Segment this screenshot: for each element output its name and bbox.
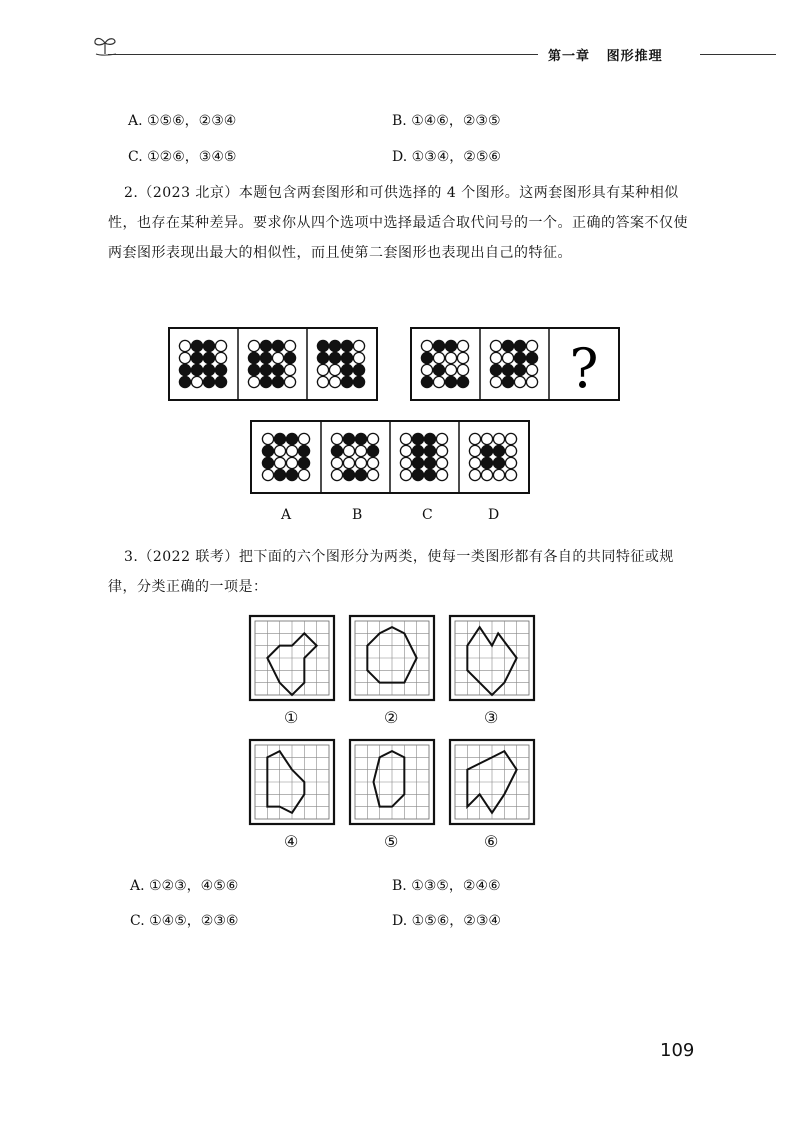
grid-dot: [433, 364, 444, 375]
grid-dot: [260, 340, 271, 351]
grid-dot: [203, 376, 214, 387]
grid-dot: [445, 340, 456, 351]
grid-dot: [329, 352, 340, 363]
grid-dot: [514, 352, 525, 363]
grid-dot: [412, 433, 423, 444]
grid-dot: [331, 445, 342, 456]
grid-dot: [272, 352, 283, 363]
grid-dot: [481, 457, 492, 468]
q2-figure-sets: [168, 327, 688, 401]
grid-dot: [341, 352, 352, 363]
grid-dot: [445, 376, 456, 387]
q2-label-c: C: [422, 507, 433, 523]
grid-dot: [215, 352, 226, 363]
grid-dot: [298, 445, 309, 456]
q1-option-b: B. ①④⑥，②③⑤: [392, 113, 501, 129]
grid-dot: [317, 340, 328, 351]
grid-dot: [317, 352, 328, 363]
figure-label-1: ①: [284, 708, 299, 727]
grid-dot: [284, 364, 295, 375]
section-label: 图形推理: [606, 49, 663, 64]
header-rule-left: [108, 54, 538, 55]
grid-dot: [493, 457, 504, 468]
grid-dot: [367, 445, 378, 456]
figure-1: [250, 616, 334, 700]
grid-dot: [179, 340, 190, 351]
figure-4: [250, 740, 334, 824]
grid-dot: [490, 352, 501, 363]
set2-grid-1: [421, 340, 468, 387]
grid-dot: [355, 445, 366, 456]
grid-dot: [274, 433, 285, 444]
grid-dot: [367, 457, 378, 468]
grid-dot: [481, 433, 492, 444]
grid-dot: [215, 364, 226, 375]
grid-dot: [514, 364, 525, 375]
grid-dot: [481, 445, 492, 456]
grid-dot: [191, 376, 202, 387]
grid-dot: [286, 469, 297, 480]
grid-dot: [424, 457, 435, 468]
option-c-grid: [400, 433, 447, 480]
q2-text: 2.（2023 北京）本题包含两套图形和可供选择的 4 个图形。这两套图形具有某种相似性，也存在某种差异。要求你从四个选项中选择最适合取代问号的一个。正确的答案不仅使两套图形表现出最大的相似性，而且使第二套图形也表现出自己的特征。: [108, 185, 688, 261]
grid-dot: [436, 469, 447, 480]
grid-dot: [331, 433, 342, 444]
grid-dot: [412, 445, 423, 456]
grid-dot: [514, 340, 525, 351]
grid-dot: [526, 340, 537, 351]
grid-dot: [179, 376, 190, 387]
grid-dot: [526, 352, 537, 363]
set1-grid-1: [179, 340, 226, 387]
q3-question-text: [108, 542, 694, 602]
q3-option-a: A. ①②③，④⑤⑥: [130, 878, 239, 894]
grid-dot: [490, 364, 501, 375]
q1-option-a: A. ①⑤⑥，②③④: [128, 113, 237, 129]
grid-dot: [436, 445, 447, 456]
grid-dot: [262, 457, 273, 468]
q3-option-d: D. ①⑤⑥，②③④: [392, 913, 501, 929]
q3-option-c: C. ①④⑤，②③⑥: [130, 913, 239, 929]
figure-label-3: ③: [484, 708, 499, 727]
grid-dot: [341, 376, 352, 387]
grid-dot: [367, 469, 378, 480]
header-rule-right: [700, 54, 776, 55]
grid-dot: [457, 364, 468, 375]
grid-dot: [502, 376, 513, 387]
grid-dot: [490, 376, 501, 387]
grid-dot: [191, 340, 202, 351]
grid-dot: [424, 433, 435, 444]
grid-dot: [436, 433, 447, 444]
grid-dot: [331, 469, 342, 480]
grid-dot: [353, 340, 364, 351]
grid-dot: [272, 376, 283, 387]
grid-dot: [469, 433, 480, 444]
set2-grid-2: [490, 340, 537, 387]
grid-dot: [505, 445, 516, 456]
option-a-grid: [262, 433, 309, 480]
grid-dot: [469, 469, 480, 480]
q3-figures-row-1: [248, 614, 538, 708]
grid-dot: [286, 445, 297, 456]
figure-label-4: ④: [284, 832, 299, 851]
grid-dot: [179, 364, 190, 375]
q2-options-figure: [250, 420, 532, 496]
q1-option-c: C. ①②⑥，③④⑤: [128, 149, 237, 165]
grid-dot: [284, 340, 295, 351]
grid-dot: [433, 340, 444, 351]
grid-dot: [421, 352, 432, 363]
grid-dot: [215, 376, 226, 387]
grid-dot: [424, 445, 435, 456]
grid-dot: [355, 457, 366, 468]
grid-dot: [457, 340, 468, 351]
grid-dot: [298, 457, 309, 468]
grid-dot: [203, 352, 214, 363]
grid-dot: [424, 469, 435, 480]
grid-dot: [272, 364, 283, 375]
grid-dot: [421, 364, 432, 375]
grid-dot: [329, 340, 340, 351]
running-header: [548, 45, 663, 64]
grid-dot: [262, 433, 273, 444]
grid-dot: [493, 469, 504, 480]
grid-dot: [412, 469, 423, 480]
figure-label-2: ②: [384, 708, 399, 727]
grid-dot: [284, 376, 295, 387]
grid-dot: [341, 340, 352, 351]
grid-dot: [274, 457, 285, 468]
grid-dot: [514, 376, 525, 387]
figure-2: [350, 616, 434, 700]
q2-label-b: B: [352, 507, 363, 523]
grid-dot: [469, 445, 480, 456]
grid-dot: [260, 376, 271, 387]
grid-dot: [353, 364, 364, 375]
q2-label-a: A: [281, 507, 292, 523]
q1-option-d: D. ①③④，②⑤⑥: [392, 149, 501, 165]
grid-dot: [457, 352, 468, 363]
grid-dot: [248, 364, 259, 375]
grid-dot: [526, 376, 537, 387]
set1-grid-3: [317, 340, 364, 387]
sprout-icon: [92, 34, 118, 56]
grid-dot: [248, 352, 259, 363]
grid-dot: [286, 457, 297, 468]
grid-dot: [445, 364, 456, 375]
grid-dot: [505, 433, 516, 444]
q3-option-b: B. ①③⑤，②④⑥: [392, 878, 501, 894]
grid-dot: [355, 469, 366, 480]
grid-dot: [260, 364, 271, 375]
page-number: 109: [660, 1040, 695, 1061]
grid-dot: [412, 457, 423, 468]
grid-dot: [505, 457, 516, 468]
grid-dot: [343, 457, 354, 468]
grid-dot: [505, 469, 516, 480]
q2-question-text: [108, 178, 694, 268]
grid-dot: [400, 445, 411, 456]
grid-dot: [215, 340, 226, 351]
grid-dot: [493, 433, 504, 444]
option-d-grid: [469, 433, 516, 480]
grid-dot: [353, 352, 364, 363]
option-b-grid: [331, 433, 378, 480]
grid-dot: [262, 445, 273, 456]
grid-dot: [469, 457, 480, 468]
figure-label-6: ⑥: [484, 832, 499, 851]
grid-dot: [400, 469, 411, 480]
grid-dot: [457, 376, 468, 387]
grid-dot: [341, 364, 352, 375]
grid-dot: [367, 433, 378, 444]
grid-dot: [421, 340, 432, 351]
grid-dot: [343, 469, 354, 480]
grid-dot: [436, 457, 447, 468]
grid-dot: [272, 340, 283, 351]
set1-grid-2: [248, 340, 295, 387]
grid-dot: [502, 364, 513, 375]
grid-dot: [343, 445, 354, 456]
grid-dot: [421, 376, 432, 387]
grid-dot: [179, 352, 190, 363]
grid-dot: [493, 445, 504, 456]
grid-dot: [490, 340, 501, 351]
grid-dot: [274, 469, 285, 480]
grid-dot: [400, 457, 411, 468]
grid-dot: [317, 376, 328, 387]
grid-dot: [355, 433, 366, 444]
grid-dot: [400, 433, 411, 444]
grid-dot: [248, 376, 259, 387]
grid-dot: [433, 376, 444, 387]
grid-dot: [502, 352, 513, 363]
question-mark: ?: [569, 337, 599, 400]
grid-dot: [262, 469, 273, 480]
grid-dot: [481, 469, 492, 480]
grid-dot: [260, 352, 271, 363]
figure-6: [450, 740, 534, 824]
grid-dot: [317, 364, 328, 375]
grid-dot: [298, 469, 309, 480]
grid-dot: [329, 364, 340, 375]
grid-dot: [248, 340, 259, 351]
grid-dot: [331, 457, 342, 468]
figure-3: [450, 616, 534, 700]
grid-dot: [286, 433, 297, 444]
grid-dot: [502, 340, 513, 351]
chapter-label: 第一章: [548, 49, 591, 64]
grid-dot: [353, 376, 364, 387]
figure-label-5: ⑤: [384, 832, 399, 851]
grid-dot: [203, 340, 214, 351]
grid-dot: [445, 352, 456, 363]
q3-figures-row-2: [248, 738, 538, 832]
q2-label-d: D: [488, 507, 500, 523]
grid-dot: [298, 433, 309, 444]
grid-dot: [526, 364, 537, 375]
q3-text: 3.（2022 联考）把下面的六个图形分为两类，使每一类图形都有各自的共同特征或规律，分类正确的一项是：: [108, 549, 674, 595]
grid-dot: [343, 433, 354, 444]
grid-dot: [191, 364, 202, 375]
figure-5: [350, 740, 434, 824]
grid-dot: [274, 445, 285, 456]
grid-dot: [329, 376, 340, 387]
grid-dot: [203, 364, 214, 375]
grid-dot: [284, 352, 295, 363]
grid-dot: [433, 352, 444, 363]
grid-dot: [191, 352, 202, 363]
